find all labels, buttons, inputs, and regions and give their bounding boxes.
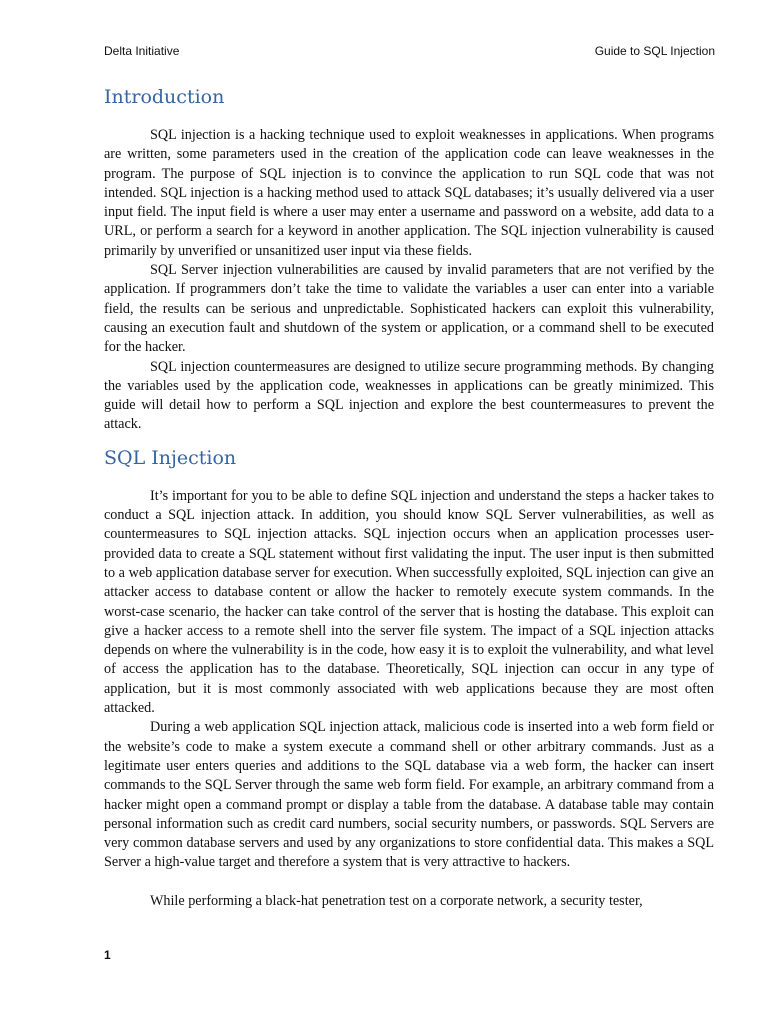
introduction-paragraph: SQL Server injection vulnerabilities are caused by invalid parameters that are not verified by the application. If programmers don’t take the time to validate the variables a user can enter into a variable field, the results can be serious and unpredictable. Sophisticated hackers can exploit this vulnerability, causing an execution fault and shutdown of the system or application, or a command shell to be executed for the hacker. [104, 262, 714, 356]
introduction-paragraph: SQL injection is a hacking technique used to exploit weaknesses in applications. When programs are written, some parameters used in the creation of the application code can leave weaknesses in the program. The purpose of SQL injection is to convince the application to run SQL code that was not intended. SQL injection is a hacking method used to attack SQL databases; it’s usually delivered via a user input field. The input field is where a user may enter a username and password on a website, add data to a URL, or perform a search for a keyword in another application. The SQL injection vulnerability is caused primarily by unverified or unsanitized user input via these fields. [104, 127, 714, 259]
page-content [104, 82, 714, 911]
sql-injection-paragraph: While performing a black-hat penetration test on a corporate network, a security tester, [150, 892, 643, 909]
sql-injection-heading: SQL Injection [104, 446, 237, 469]
introduction-heading: Introduction [104, 86, 225, 108]
sql-injection-paragraph: During a web application SQL injection attack, malicious code is inserted into a web form field or the website’s code to make a system execute a command shell or other arbitrary commands. Just as a legitimate user enters queries and additions to the SQL database via a web form, the hacker can insert commands to the SQL Server through the same web form field. For example, an arbitrary command from a hacker might open a command prompt or display a table from the database. A database table may contain personal information such as credit card numbers, social security numbers, or passwords. SQL Servers are very common database servers and used by any organizations to store confidential data. This makes a SQL Server a high-value target and therefore a system that is very attractive to hackers. [104, 719, 714, 871]
header-document-title: Guide to SQL Injection [594, 44, 715, 58]
header-organization: Delta Initiative [104, 44, 180, 58]
introduction-paragraph: SQL injection countermeasures are designed to utilize secure programming methods. By changing the variables used by the application code, weaknesses in applications can be greatly minimized. This guide will detail how to perform a SQL injection and explore the best countermeasures to prevent the attack. [104, 358, 714, 433]
sql-injection-paragraph: It’s important for you to be able to define SQL injection and understand the steps a hacker takes to conduct a SQL injection attack. In addition, you should know SQL Server vulnerabilities, as well as countermeasures to SQL injection attacks. SQL injection occurs when an application processes user-provided data to create a SQL statement without first validating the input. The user input is then submitted to a web application database server for execution. When successfully exploited, SQL injection can give an attacker access to database content or allow the hacker to remotely execute system commands. In the worst-case scenario, the hacker can take control of the server that is hosting the database. This exploit can give a hacker access to a remote shell into the server file system. The impact of a SQL injection attacks depends on where the vulnerability is in the code, how easy it is to exploit the vulnerability, and what level of access the application has to the database. Theoretically, SQL injection can occur in any type of application, but it is most commonly associated with web applications because they are most often attacked. [104, 487, 714, 717]
page-number: 1 [104, 948, 111, 962]
